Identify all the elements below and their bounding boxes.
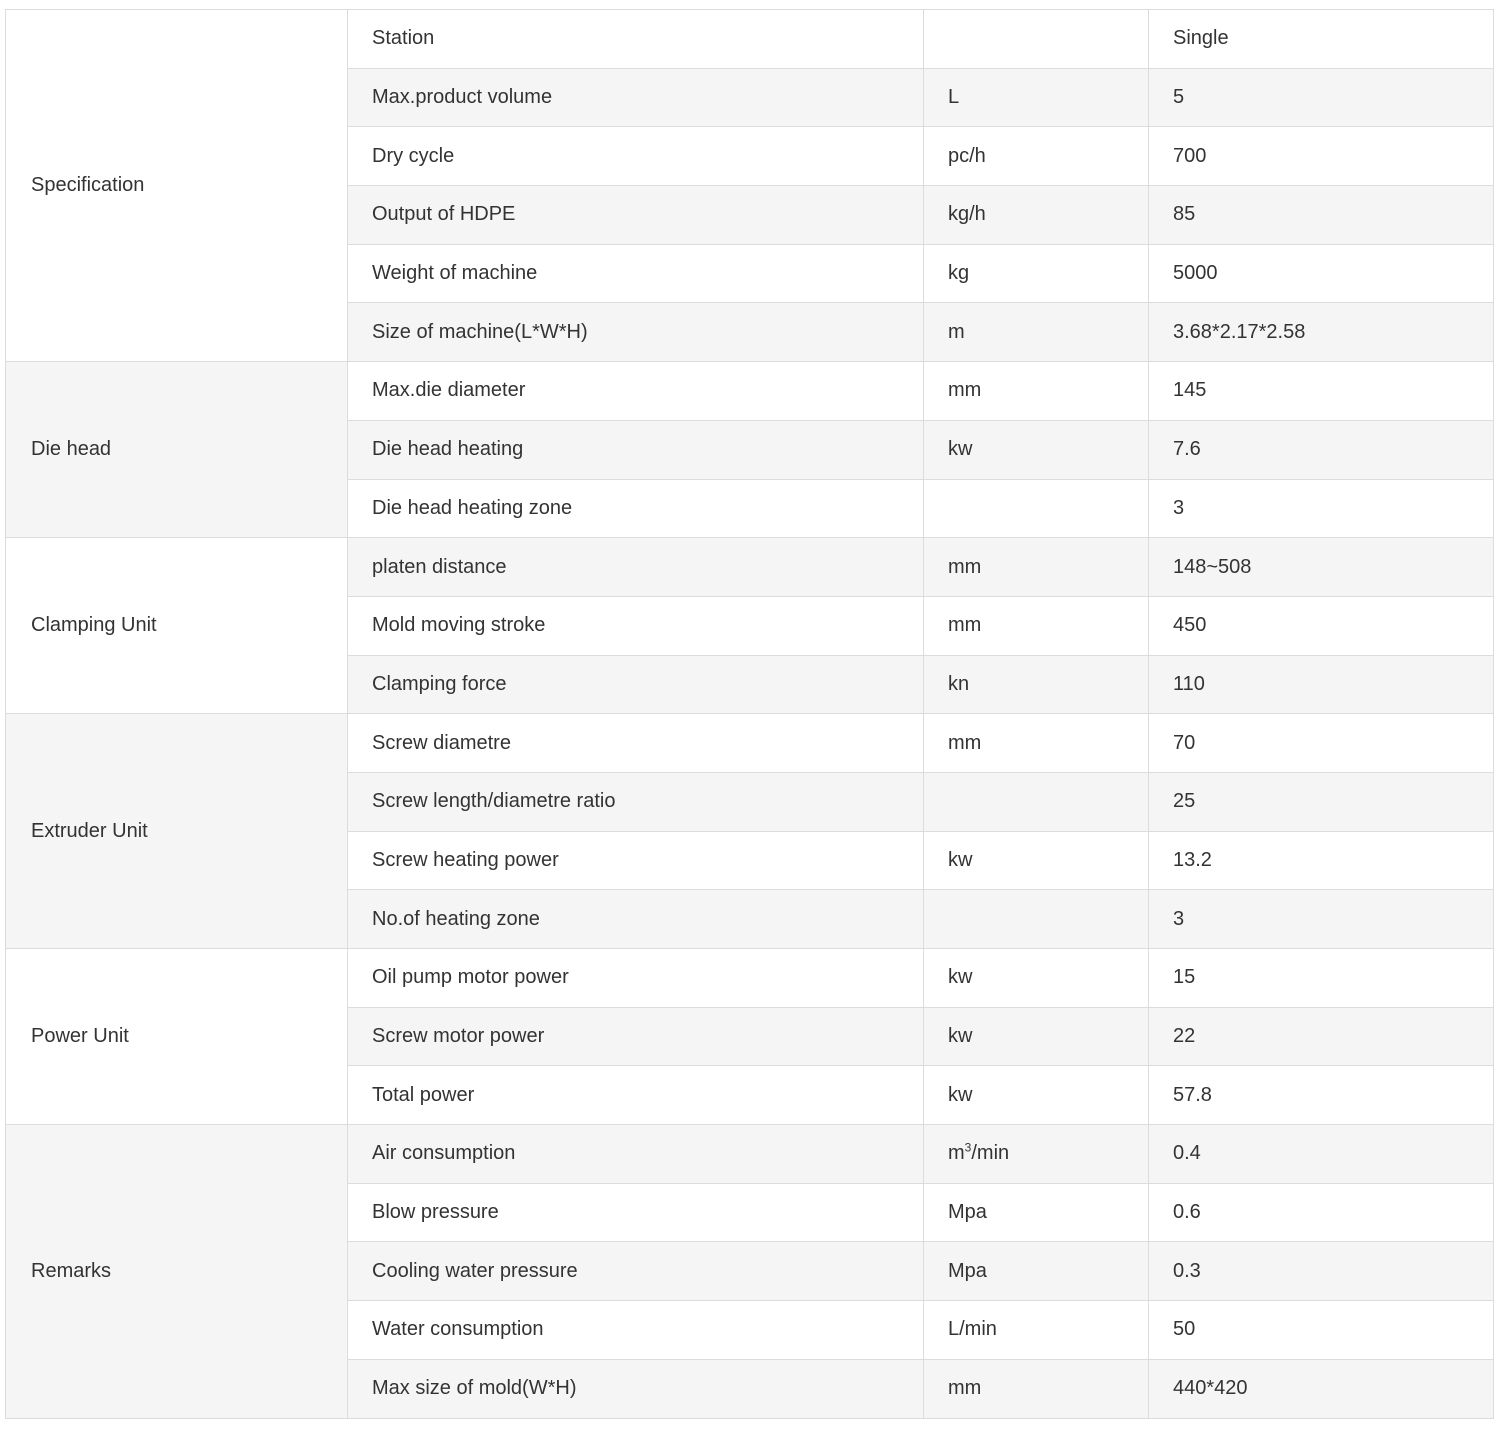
- unit-cell: Mpa: [924, 1242, 1149, 1301]
- unit-cell: [924, 890, 1149, 949]
- unit-cell: [924, 1125, 1149, 1184]
- param-cell: Air consumption: [348, 1125, 924, 1184]
- value-cell: 440*420: [1149, 1359, 1494, 1418]
- value-cell: 7.6: [1149, 420, 1494, 479]
- param-cell: Station: [348, 10, 924, 69]
- group-label: Clamping Unit: [6, 538, 348, 714]
- unit-cell: Mpa: [924, 1183, 1149, 1242]
- param-cell: Die head heating zone: [348, 479, 924, 538]
- group-label: Power Unit: [6, 949, 348, 1125]
- unit-base: m: [948, 1142, 965, 1165]
- unit-cell: [924, 772, 1149, 831]
- group-label: Remarks: [6, 1125, 348, 1418]
- table-row: [6, 10, 1494, 69]
- param-cell: Screw motor power: [348, 1007, 924, 1066]
- value-cell: 50: [1149, 1301, 1494, 1360]
- value-cell: 0.3: [1149, 1242, 1494, 1301]
- value-cell: 450: [1149, 596, 1494, 655]
- unit-cell: kw: [924, 420, 1149, 479]
- value-cell: 70: [1149, 714, 1494, 773]
- value-cell: 3: [1149, 890, 1494, 949]
- value-cell: 5000: [1149, 244, 1494, 303]
- unit-cell: kw: [924, 1066, 1149, 1125]
- unit-cell: kw: [924, 1007, 1149, 1066]
- param-cell: Max size of mold(W*H): [348, 1359, 924, 1418]
- param-cell: Max.die diameter: [348, 362, 924, 421]
- unit-cell: m: [924, 303, 1149, 362]
- param-cell: platen distance: [348, 538, 924, 597]
- value-cell: 15: [1149, 949, 1494, 1008]
- param-cell: Output of HDPE: [348, 186, 924, 245]
- table-row: [6, 949, 1494, 1008]
- unit-cell: [924, 10, 1149, 69]
- param-cell: Mold moving stroke: [348, 596, 924, 655]
- unit-cell: kg/h: [924, 186, 1149, 245]
- param-cell: Weight of machine: [348, 244, 924, 303]
- value-cell: 700: [1149, 127, 1494, 186]
- unit-cell: mm: [924, 714, 1149, 773]
- group-label: Specification: [6, 10, 348, 362]
- table-row: [6, 362, 1494, 421]
- unit-cell: kg: [924, 244, 1149, 303]
- unit-suffix: /min: [971, 1142, 1010, 1165]
- table-row: [6, 1125, 1494, 1184]
- unit-cell: mm: [924, 596, 1149, 655]
- value-cell: 25: [1149, 772, 1494, 831]
- spec-table: [5, 9, 1494, 1419]
- unit-cell: kn: [924, 655, 1149, 714]
- unit-cell: mm: [924, 362, 1149, 421]
- spec-table-body: [6, 10, 1494, 1419]
- param-cell: Blow pressure: [348, 1183, 924, 1242]
- value-cell: 0.6: [1149, 1183, 1494, 1242]
- value-cell: 145: [1149, 362, 1494, 421]
- group-label: Extruder Unit: [6, 714, 348, 949]
- param-cell: Water consumption: [348, 1301, 924, 1360]
- value-cell: 3: [1149, 479, 1494, 538]
- param-cell: Total power: [348, 1066, 924, 1125]
- value-cell: 85: [1149, 186, 1494, 245]
- unit-cell: mm: [924, 1359, 1149, 1418]
- unit-cell: mm: [924, 538, 1149, 597]
- param-cell: Cooling water pressure: [348, 1242, 924, 1301]
- value-cell: Single: [1149, 10, 1494, 69]
- param-cell: Die head heating: [348, 420, 924, 479]
- unit-cell: L: [924, 68, 1149, 127]
- unit-superscript: 3: [964, 1140, 972, 1155]
- value-cell: 110: [1149, 655, 1494, 714]
- unit-cell: pc/h: [924, 127, 1149, 186]
- param-cell: Screw length/diametre ratio: [348, 772, 924, 831]
- unit-cell: L/min: [924, 1301, 1149, 1360]
- value-cell: 22: [1149, 1007, 1494, 1066]
- value-cell: 3.68*2.17*2.58: [1149, 303, 1494, 362]
- param-cell: Screw heating power: [348, 831, 924, 890]
- value-cell: 0.4: [1149, 1125, 1494, 1184]
- group-label: Die head: [6, 362, 348, 538]
- value-cell: 57.8: [1149, 1066, 1494, 1125]
- value-cell: 148~508: [1149, 538, 1494, 597]
- table-row: [6, 538, 1494, 597]
- param-cell: Oil pump motor power: [348, 949, 924, 1008]
- param-cell: Clamping force: [348, 655, 924, 714]
- param-cell: No.of heating zone: [348, 890, 924, 949]
- value-cell: 5: [1149, 68, 1494, 127]
- param-cell: Dry cycle: [348, 127, 924, 186]
- table-row: [6, 714, 1494, 773]
- unit-cell: [924, 479, 1149, 538]
- param-cell: Size of machine(L*W*H): [348, 303, 924, 362]
- param-cell: Max.product volume: [348, 68, 924, 127]
- unit-cell: kw: [924, 949, 1149, 1008]
- param-cell: Screw diametre: [348, 714, 924, 773]
- unit-cell: kw: [924, 831, 1149, 890]
- value-cell: 13.2: [1149, 831, 1494, 890]
